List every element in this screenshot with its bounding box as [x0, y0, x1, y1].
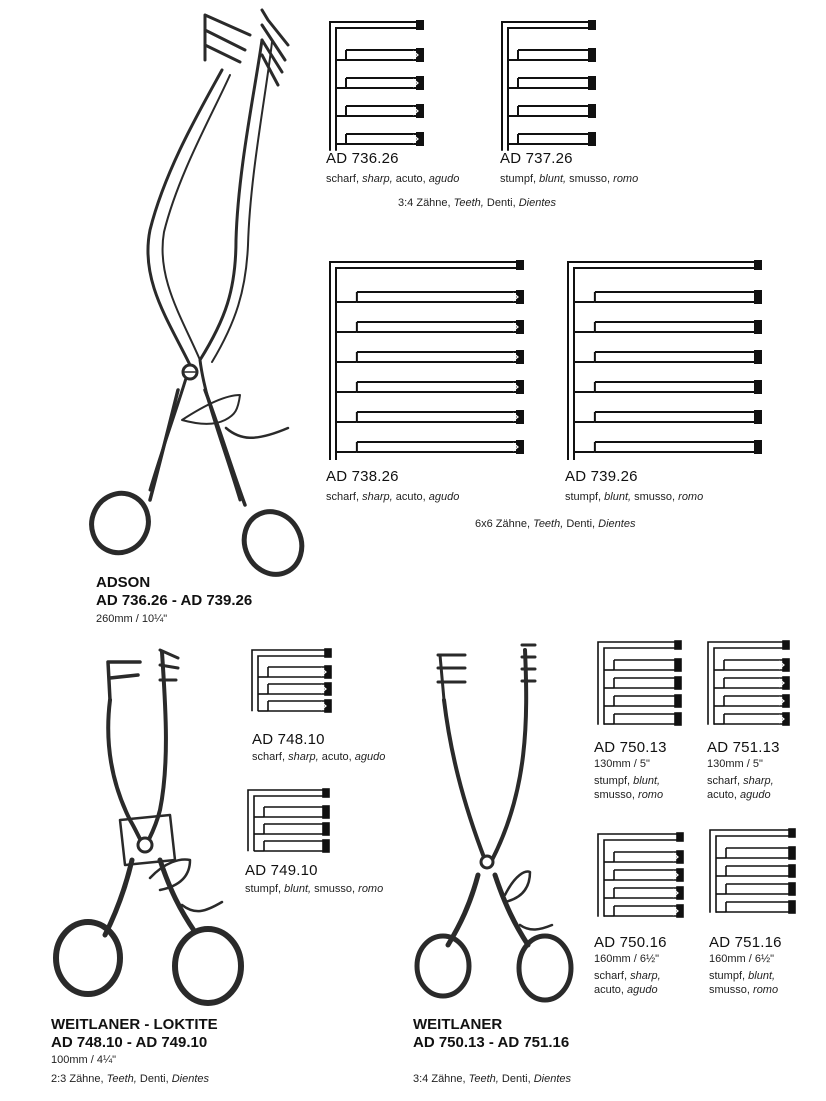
prong-tooth: [595, 442, 760, 452]
prong-tooth: [614, 906, 682, 916]
prong-tip: [417, 105, 423, 117]
product-code: AD 750.13: [594, 739, 667, 756]
sharp-tip-mark: [513, 383, 518, 391]
prong-tip: [677, 833, 683, 841]
teeth-note: 3:4 Zähne, Teeth, Denti, Dientes: [413, 1073, 572, 1085]
prong-frame: [248, 790, 328, 851]
prong-diagram: [252, 649, 331, 712]
product-size: 130mm / 5": [707, 758, 763, 770]
prong-frame-inner: [258, 656, 330, 711]
prong-tip: [325, 649, 331, 657]
prong-tip: [323, 823, 329, 835]
prong-tooth: [724, 660, 788, 670]
prong-tooth: [346, 106, 422, 116]
prong-frame-inner: [574, 268, 760, 460]
prong-diagram: [598, 641, 681, 725]
prong-frame-inner: [336, 268, 522, 460]
prong-tip: [517, 261, 523, 269]
prong-tooth: [726, 866, 794, 876]
prong-diagram: [708, 641, 789, 725]
prong-tip: [755, 321, 761, 333]
sharp-tip-mark: [673, 871, 678, 879]
prong-tip: [517, 321, 523, 333]
prong-tip: [325, 683, 331, 695]
sharp-tip-mark: [321, 668, 326, 676]
product-code: AD 737.26: [500, 150, 573, 167]
prong-tip: [789, 829, 795, 837]
prong-tooth: [518, 106, 594, 116]
product-description: stumpf, blunt, smusso, romo: [709, 970, 779, 996]
product-code: AD 750.16: [594, 934, 667, 951]
prong-frame: [252, 650, 330, 711]
prong-tip: [517, 411, 523, 423]
product-description: stumpf, blunt, smusso, romo: [565, 491, 704, 503]
prong-frame-inner: [716, 836, 794, 913]
prong-tip: [325, 666, 331, 678]
prong-frame-inner: [714, 648, 788, 725]
prong-tooth: [724, 678, 788, 688]
prong-tip: [675, 659, 681, 671]
prong-frame: [330, 22, 422, 151]
product-size: 160mm / 6½": [594, 953, 660, 965]
product-code: AD 748.10: [252, 731, 325, 748]
sharp-tip-mark: [413, 51, 418, 59]
prong-frame: [502, 22, 594, 151]
prong-tip: [517, 381, 523, 393]
product-code: AD 751.16: [709, 934, 782, 951]
prong-tip: [589, 105, 595, 117]
product-size: 130mm / 5": [594, 758, 650, 770]
sharp-tip-mark: [513, 293, 518, 301]
teeth-note: 6x6 Zähne, Teeth, Denti, Dientes: [475, 518, 636, 530]
prong-tip: [677, 905, 683, 917]
section-size: 260mm / 10¼": [96, 613, 168, 625]
prong-diagram: [330, 21, 423, 151]
prong-tip: [675, 695, 681, 707]
prong-frame: [330, 262, 522, 460]
prong-frame-inner: [604, 648, 680, 725]
prong-tip: [417, 49, 423, 61]
prong-tooth: [518, 134, 594, 144]
prong-tooth: [595, 292, 760, 302]
teeth-note: 3:4 Zähne, Teeth, Denti, Dientes: [398, 197, 557, 209]
prong-tooth: [595, 382, 760, 392]
prong-tooth: [268, 701, 330, 711]
prong-tooth: [595, 322, 760, 332]
product-description: scharf, sharp, acuto, agudo: [326, 491, 460, 503]
prong-tooth: [726, 902, 794, 912]
prong-tooth: [264, 841, 328, 851]
prong-tooth: [357, 352, 522, 362]
prong-tip: [675, 641, 681, 649]
prong-tooth: [614, 678, 680, 688]
sharp-tip-mark: [321, 702, 326, 710]
prong-frame-inner: [604, 840, 682, 917]
product-description: scharf, sharp, acuto, agudo: [326, 173, 460, 185]
prong-tooth: [595, 412, 760, 422]
prong-tip: [325, 700, 331, 712]
prong-diagram: [598, 833, 683, 917]
section-title: ADSON: [96, 574, 151, 591]
prong-tip: [789, 847, 795, 859]
prong-tip: [755, 441, 761, 453]
prong-tip: [589, 21, 595, 29]
prong-tip: [417, 77, 423, 89]
product-description: stumpf, blunt, smusso, romo: [245, 883, 384, 895]
prong-tooth: [346, 50, 422, 60]
section-title: WEITLANER: [413, 1016, 503, 1033]
sharp-tip-mark: [413, 135, 418, 143]
prong-tooth: [357, 442, 522, 452]
section-code-range: AD 736.26 - AD 739.26: [96, 592, 253, 609]
product-size: 160mm / 6½": [709, 953, 775, 965]
section-code-range: AD 750.13 - AD 751.16: [413, 1034, 570, 1051]
prong-tooth: [518, 50, 594, 60]
prong-tip: [677, 869, 683, 881]
product-code: AD 738.26: [326, 468, 399, 485]
prong-tooth: [614, 852, 682, 862]
prong-tooth: [357, 412, 522, 422]
section-size: 100mm / 4¼": [51, 1054, 117, 1066]
prong-tip: [417, 21, 423, 29]
sharp-tip-mark: [779, 715, 784, 723]
prong-tooth: [595, 352, 760, 362]
product-code: AD 739.26: [565, 468, 638, 485]
prong-frame: [708, 642, 788, 725]
prong-tooth: [724, 714, 788, 724]
prong-tooth: [726, 884, 794, 894]
prong-frame: [710, 830, 794, 913]
sharp-tip-mark: [413, 79, 418, 87]
prong-tip: [323, 789, 329, 797]
prong-tip: [677, 851, 683, 863]
prong-tooth: [264, 807, 328, 817]
prong-tooth: [357, 382, 522, 392]
sharp-tip-mark: [513, 413, 518, 421]
prong-tip: [589, 77, 595, 89]
prong-diagram: [568, 261, 761, 460]
prong-tip: [517, 291, 523, 303]
prong-frame-inner: [254, 796, 328, 851]
prong-tip: [783, 641, 789, 649]
product-description: stumpf, blunt, smusso, romo: [594, 775, 664, 801]
prong-tooth: [264, 824, 328, 834]
section-code-range: AD 748.10 - AD 749.10: [51, 1034, 208, 1051]
product-code: AD 749.10: [245, 862, 318, 879]
prong-diagram: [502, 21, 595, 151]
prong-frame: [568, 262, 760, 460]
sharp-tip-mark: [513, 323, 518, 331]
prong-tooth: [614, 660, 680, 670]
prong-tip: [783, 713, 789, 725]
prong-tooth: [614, 696, 680, 706]
sharp-tip-mark: [673, 853, 678, 861]
prong-tip: [675, 713, 681, 725]
sharp-tip-mark: [513, 353, 518, 361]
prong-tooth: [357, 292, 522, 302]
prong-tip: [755, 381, 761, 393]
prong-tip: [789, 901, 795, 913]
prong-tooth: [724, 696, 788, 706]
teeth-note: 2:3 Zähne, Teeth, Denti, Dientes: [51, 1073, 210, 1085]
prong-tooth: [726, 848, 794, 858]
sharp-tip-mark: [413, 107, 418, 115]
product-description: scharf, sharp, acuto, agudo: [252, 751, 386, 763]
prong-frame: [598, 834, 682, 917]
sharp-tip-mark: [673, 907, 678, 915]
prong-diagram: [330, 261, 523, 460]
prong-tip: [677, 887, 683, 899]
sharp-tip-mark: [513, 443, 518, 451]
prong-diagram: [248, 789, 329, 852]
prong-tip: [323, 840, 329, 852]
prong-tip: [783, 659, 789, 671]
product-code: AD 736.26: [326, 150, 399, 167]
prong-tooth: [346, 134, 422, 144]
prong-tip: [675, 677, 681, 689]
prong-tooth: [268, 684, 330, 694]
prong-tip: [783, 677, 789, 689]
sharp-tip-mark: [779, 697, 784, 705]
product-description: stumpf, blunt, smusso, romo: [500, 173, 639, 185]
prong-frame-inner: [508, 28, 594, 151]
sharp-tip-mark: [321, 685, 326, 693]
prong-tooth: [268, 667, 330, 677]
prong-tip: [323, 806, 329, 818]
prong-tooth: [614, 870, 682, 880]
prong-tip: [417, 133, 423, 145]
prong-frame: [598, 642, 680, 725]
prong-tooth: [346, 78, 422, 88]
prong-tip: [755, 351, 761, 363]
prong-tip: [783, 695, 789, 707]
prong-tip: [517, 351, 523, 363]
section-title: WEITLANER - LOKTITE: [51, 1016, 218, 1033]
prong-tooth: [518, 78, 594, 88]
sharp-tip-mark: [779, 679, 784, 687]
prong-tooth: [614, 714, 680, 724]
prong-tip: [755, 261, 761, 269]
prong-tip: [755, 291, 761, 303]
prong-tip: [589, 49, 595, 61]
sharp-tip-mark: [673, 889, 678, 897]
product-code: AD 751.13: [707, 739, 780, 756]
product-description: scharf, sharp, acuto, agudo: [594, 970, 661, 996]
prong-frame-inner: [336, 28, 422, 151]
prong-tip: [789, 883, 795, 895]
sharp-tip-mark: [779, 661, 784, 669]
prong-tip: [589, 133, 595, 145]
prong-tip: [755, 411, 761, 423]
prong-tooth: [614, 888, 682, 898]
prong-tip: [789, 865, 795, 877]
product-description: scharf, sharp, acuto, agudo: [707, 775, 774, 801]
prong-tooth: [357, 322, 522, 332]
prong-tip: [517, 441, 523, 453]
prong-diagram: [710, 829, 795, 913]
